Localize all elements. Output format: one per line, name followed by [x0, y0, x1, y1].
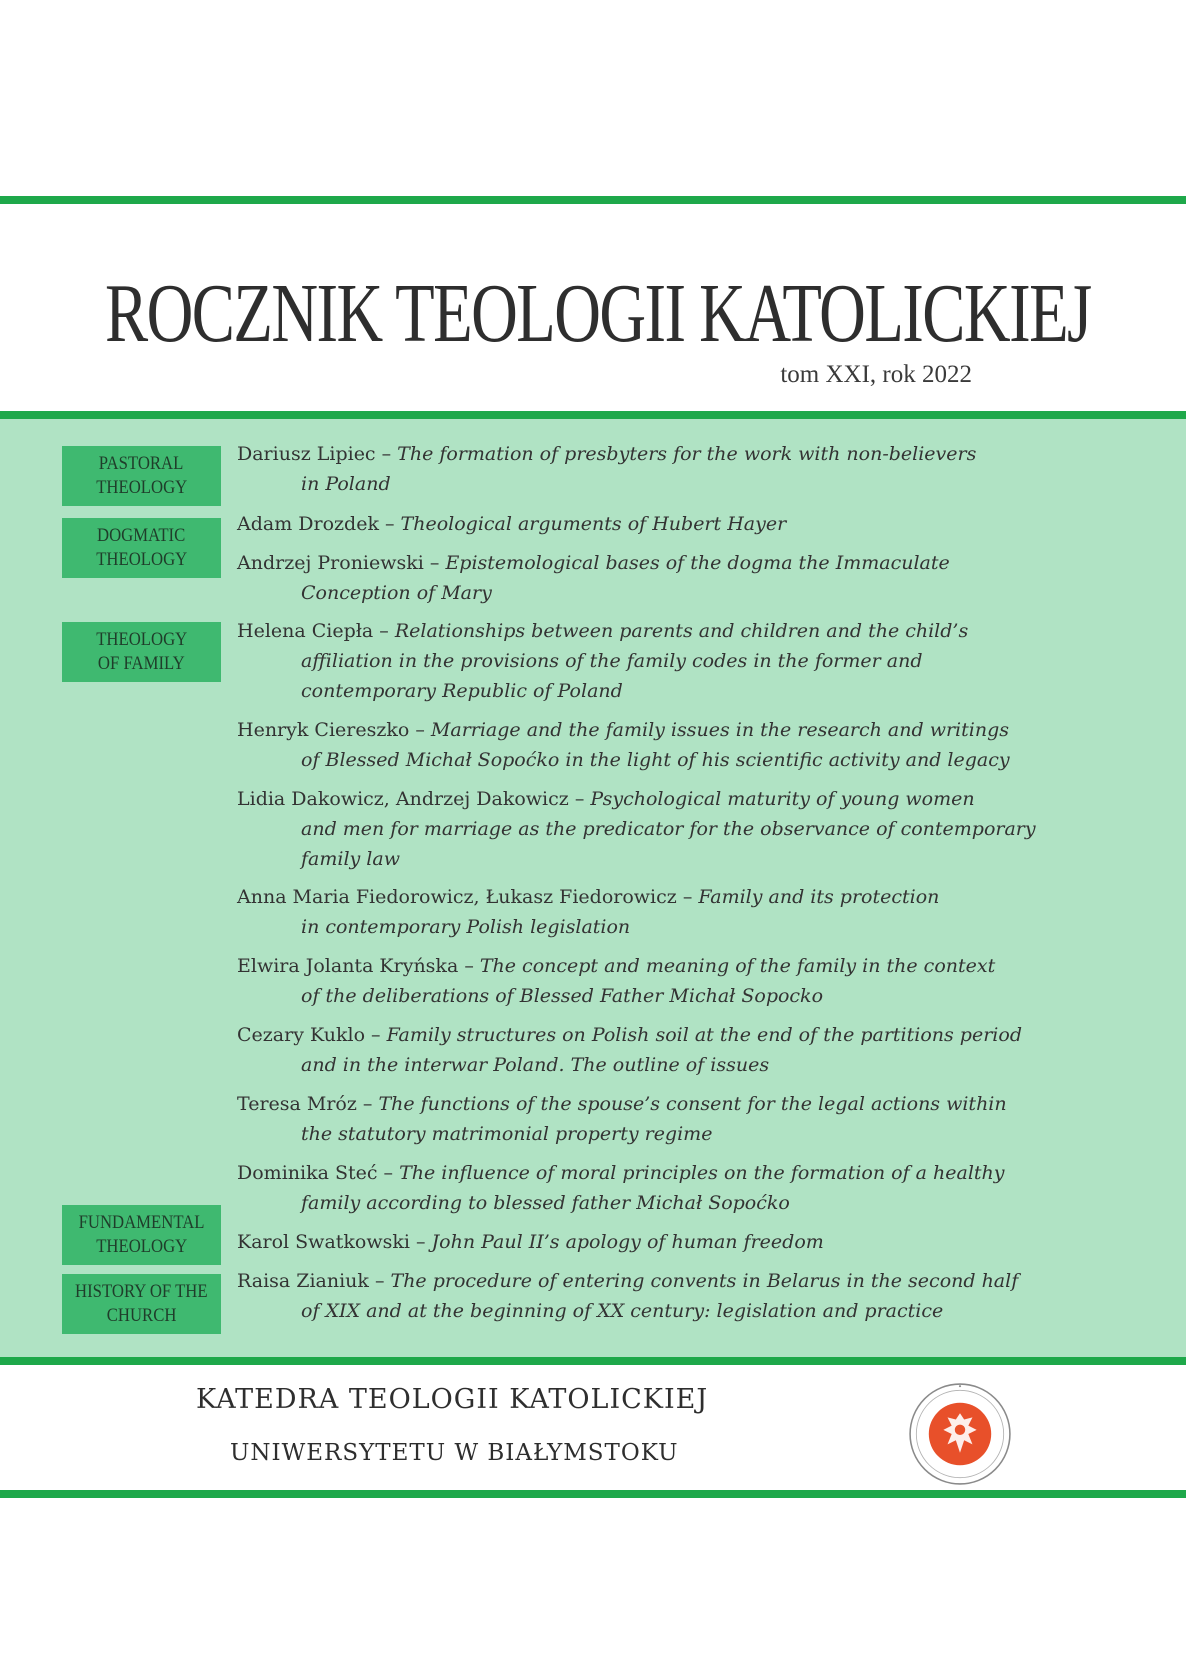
toc-entry [237, 439, 1027, 499]
entry-author: Teresa Mróz – [237, 1093, 379, 1115]
entry-title: Family and its protection [698, 886, 940, 908]
volume-info: tom XXI, rok 2022 [780, 361, 972, 388]
entry-title: Marriage and the family issues in the research and writings [430, 719, 1009, 741]
journal-title: ROCZNIK TEOLOGII KATOLICKIEJ [105, 267, 1091, 360]
toc-entry [237, 715, 1027, 775]
entry-title: The procedure of entering convents in Belarus in the second half [390, 1270, 1019, 1292]
entry-title: John Paul II’s apology of human freedom [431, 1231, 824, 1253]
toc-entry [237, 548, 1027, 608]
toc-entry [237, 509, 1027, 539]
section-label-line: HISTORY OF THE [75, 1281, 208, 1302]
entry-author: Andrzej Proniewski – [237, 552, 446, 574]
entry-title: The influence of moral principles on the formation of a healthy [399, 1162, 1005, 1184]
toc-entry [237, 1158, 1027, 1218]
toc-entry [237, 1089, 1027, 1149]
footer-bottom-rule [0, 1490, 1186, 1498]
university-seal-logo [908, 1382, 1012, 1486]
entry-author: Anna Maria Fiedorowicz, Łukasz Fiedorowicz – [237, 886, 699, 908]
entry-author: Helena Ciepła – [237, 620, 395, 642]
entry-title-continued: family law [301, 848, 400, 870]
section-label-line: THEOLOGY [95, 1236, 188, 1257]
section-label-line: OF FAMILY [98, 653, 185, 674]
entry-title: Relationships between parents and children and the child’s [394, 620, 969, 642]
entry-title: The formation of presbyters for the work with non-believers [397, 443, 977, 465]
toc-entry [237, 784, 1036, 874]
toc-entry [237, 1266, 1027, 1326]
entry-author: Dariusz Lipiec – [237, 443, 398, 465]
entry-title-continued: and men for marriage as the predicator for the observance of contemporary [301, 818, 1036, 840]
entry-author: Dominika Steć – [237, 1162, 400, 1184]
toc-entry [237, 1227, 1027, 1257]
entry-title-continued: the statutory matrimonial property regime [301, 1123, 713, 1145]
section-label-line: THEOLOGY [95, 477, 188, 498]
toc-entry [237, 616, 1027, 706]
toc-entry [237, 951, 1027, 1011]
entry-author: Lidia Dakowicz, Andrzej Dakowicz – [237, 788, 591, 810]
entry-title-continued: of the deliberations of Blessed Father Michał Sopocko [301, 985, 824, 1007]
entry-author: Raisa Zianiuk – [237, 1270, 391, 1292]
entry-author: Karol Swatkowski – [237, 1231, 432, 1253]
entry-title-continued: affiliation in the provisions of the family codes in the former and [301, 650, 923, 672]
entry-title: Family structures on Polish soil at the end of the partitions period [386, 1024, 1022, 1046]
section-label-line: THEOLOGY [95, 549, 188, 570]
section-label-line: CHURCH [106, 1305, 177, 1326]
contents-top-rule [0, 411, 1186, 419]
section-label-line: THEOLOGY [95, 629, 188, 650]
entry-title-continued: in Poland [301, 473, 391, 495]
entry-author: Adam Drozdek – [237, 513, 401, 535]
entry-author: Elwira Jolanta Kryńska – [237, 955, 480, 977]
entry-author: Cezary Kuklo – [237, 1024, 387, 1046]
entry-title: Epistemological bases of the dogma the Immaculate [445, 552, 950, 574]
toc-entry [237, 1020, 1027, 1080]
publisher-name: KATEDRA TEOLOGII KATOLICKIEJ [196, 1384, 709, 1415]
toc-entry [237, 882, 1027, 942]
section-label-theology-of-family [62, 622, 221, 682]
table-of-contents [0, 419, 1186, 1357]
entry-title: The functions of the spouse’s consent for the legal actions within [378, 1093, 1007, 1115]
entry-title: Theological arguments of Hubert Hayer [400, 513, 787, 535]
section-label-history-of-the-church [62, 1274, 221, 1334]
entry-title-continued: of XIX and at the beginning of XX century: legislation and practice [301, 1300, 944, 1322]
entry-title-continued: in contemporary Polish legislation [301, 916, 631, 938]
entry-title-continued: of Blessed Michał Sopoćko in the light of his scientific activity and legacy [301, 749, 1010, 771]
entry-title-continued: family according to blessed father Michał Sopoćko [301, 1192, 790, 1214]
entry-author: Henryk Ciereszko – [237, 719, 431, 741]
section-label-fundamental-theology [62, 1205, 221, 1265]
entry-title: Psychological maturity of young women [590, 788, 975, 810]
entry-title: The concept and meaning of the family in the context [479, 955, 996, 977]
entry-title-continued: contemporary Republic of Poland [301, 680, 623, 702]
section-label-line: DOGMATIC [97, 525, 186, 546]
entry-title-continued: Conception of Mary [301, 582, 492, 604]
section-label-dogmatic-theology [62, 518, 221, 578]
section-label-line: PASTORAL [99, 453, 184, 474]
top-rule [0, 196, 1186, 204]
section-label-line: FUNDAMENTAL [78, 1212, 205, 1233]
entry-title-continued: and in the interwar Poland. The outline of issues [301, 1054, 770, 1076]
contents-bottom-rule [0, 1357, 1186, 1365]
section-label-pastoral-theology [62, 446, 221, 506]
publisher-university: UNIWERSYTETU W BIAŁYMSTOKU [230, 1440, 679, 1466]
